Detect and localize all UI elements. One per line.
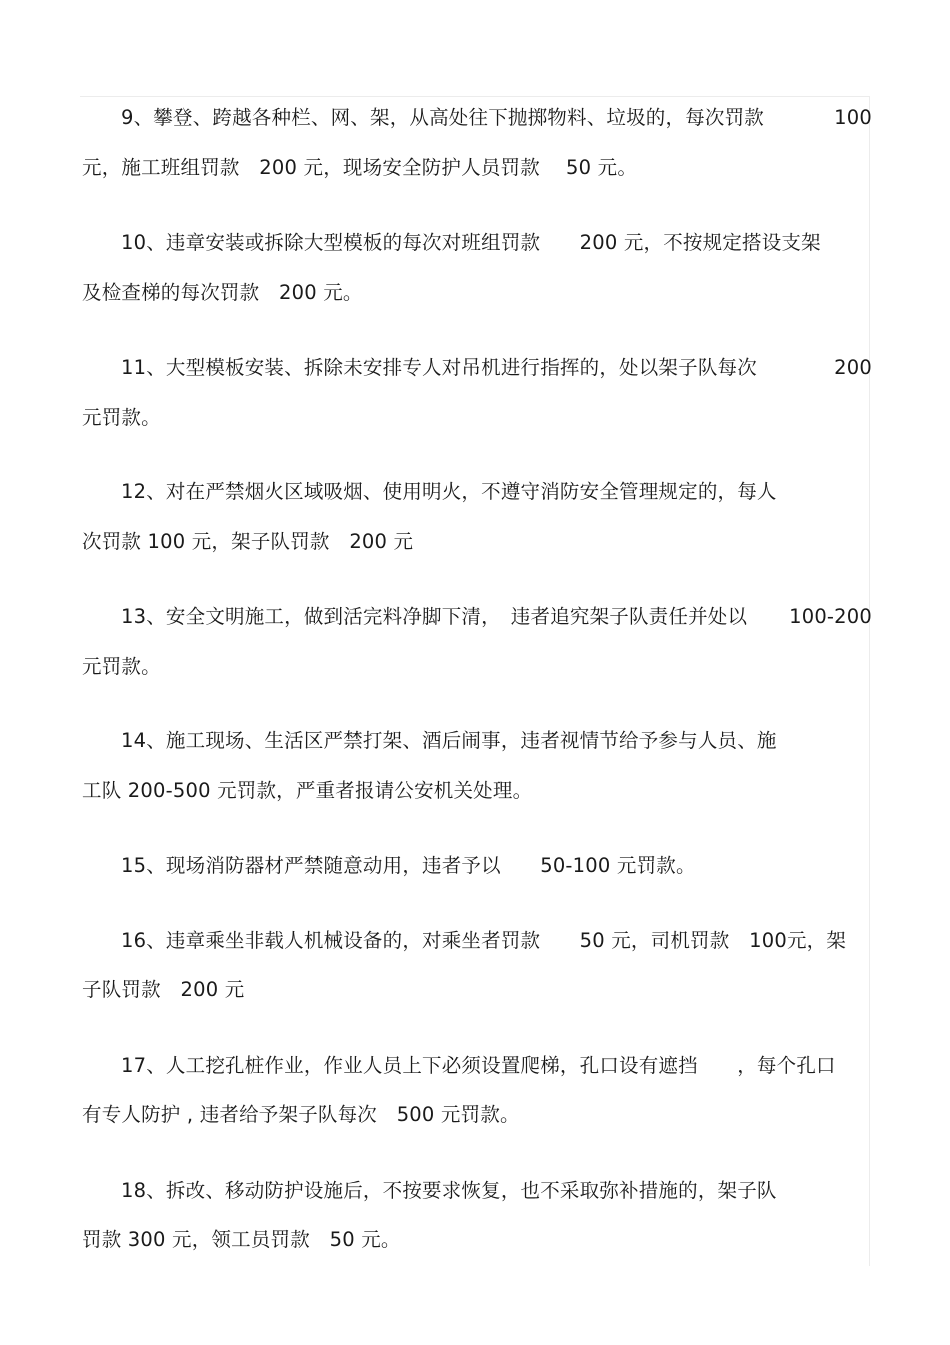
item-11-line-1 <box>121 353 872 383</box>
item-9-line-1 <box>121 103 872 133</box>
item-18-text: 18、拆改、移动防护设施后，不按要求恢复，也不采取弥补措施的，架子队 <box>121 1179 777 1202</box>
item-12-text: 12、对在严禁烟火区域吸烟、使用明火，不遵守消防安全管理规定的，每人 <box>121 480 777 503</box>
item-11-line-2: 元罚款。 <box>82 406 161 429</box>
item-10-text: 10、违章安装或拆除大型模板的每次对班组罚款 200 元，不按规定搭设支架 <box>121 231 821 254</box>
item-13-text: 13、安全文明施工，做到活完料净脚下清， 违者追究架子队责任并处以 <box>121 605 748 628</box>
item-15-text: 15、现场消防器材严禁随意动用，违者予以 50-100 元罚款。 <box>121 854 696 877</box>
item-17-text: 17、人工挖孔桩作业，作业人员上下必须设置爬梯，孔口设有遮挡 ，每个孔口 <box>121 1054 836 1077</box>
item-18-line-2: 罚款 300 元，领工员罚款 50 元。 <box>82 1228 401 1251</box>
item-11-tail: 200 <box>834 356 872 379</box>
item-16-line-1 <box>121 926 872 956</box>
item-15-line-1 <box>121 851 872 881</box>
item-13-tail: 100-200 <box>789 605 872 628</box>
item-14-line-2: 工队 200-500 元罚款，严重者报请公安机关处理。 <box>82 779 533 802</box>
item-9-text: 9、攀登、跨越各种栏、网、架，从高处往下抛掷物料、垃圾的，每次罚款 <box>121 106 765 129</box>
item-16-text: 16、违章乘坐非载人机械设备的，对乘坐者罚款 50 元，司机罚款 100元，架 <box>121 929 847 952</box>
item-10-line-2: 及检查梯的每次罚款 200 元。 <box>82 281 363 304</box>
item-17-line-1 <box>121 1051 872 1081</box>
item-14-line-1 <box>121 726 872 756</box>
item-18-line-1 <box>121 1176 872 1206</box>
item-10-line-1 <box>121 228 872 258</box>
item-12-line-2: 次罚款 100 元，架子队罚款 200 元 <box>82 530 414 553</box>
item-13-line-1 <box>121 602 872 632</box>
item-16-line-2: 子队罚款 200 元 <box>82 978 245 1001</box>
item-9-tail: 100 <box>834 106 872 129</box>
item-11-text: 11、大型模板安装、拆除未安排专人对吊机进行指挥的，处以架子队每次 <box>121 356 757 379</box>
top-divider <box>80 96 870 97</box>
item-17-line-2: 有专人防护 , 违者给予架子队每次 500 元罚款。 <box>82 1103 520 1126</box>
item-14-text: 14、施工现场、生活区严禁打架、酒后闹事，违者视情节给予参与人员、施 <box>121 729 777 752</box>
item-9-line-2: 元，施工班组罚款 200 元，现场安全防护人员罚款 50 元。 <box>82 156 638 179</box>
item-12-line-1 <box>121 477 872 507</box>
item-13-line-2: 元罚款。 <box>82 655 161 678</box>
